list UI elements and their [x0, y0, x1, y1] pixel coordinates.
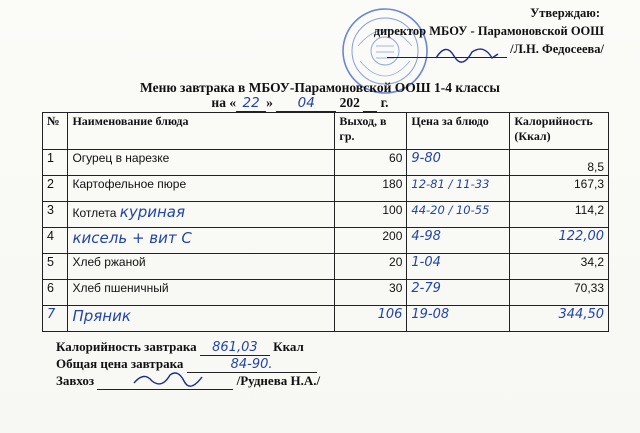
row-kcal: 34,2 — [510, 254, 609, 280]
row-num: 3 — [43, 202, 68, 228]
total-kcal-unit: Ккал — [273, 339, 304, 354]
header-price: Цена за блюдо — [407, 113, 510, 150]
row-kcal: 122,00 — [510, 228, 609, 254]
row-name-handwritten: Пряник — [68, 306, 335, 332]
total-kcal-label: Калорийность завтрака — [56, 339, 197, 354]
row-weight: 106 — [335, 306, 407, 332]
row-num: 4 — [43, 228, 68, 254]
row-name: Хлеб ржаной — [68, 254, 335, 280]
row-name: Картофельное пюре — [68, 176, 335, 202]
row-weight: 200 — [335, 228, 407, 254]
menu-title: Меню завтрака в МБОУ-Парамоновской ООШ 1-4 классы — [140, 80, 500, 95]
approval-position — [374, 24, 604, 39]
row-name-cell — [68, 202, 335, 228]
row-price: 2-79 — [407, 280, 510, 306]
table-row — [43, 202, 609, 228]
row-weight: 60 — [335, 150, 407, 176]
date-prefix: на « — [211, 95, 237, 110]
row-kcal: 70,33 — [510, 280, 609, 306]
year-blank — [363, 95, 377, 112]
table-row — [43, 280, 609, 306]
row-num: 6 — [43, 280, 68, 306]
row-weight: 100 — [335, 202, 407, 228]
row-price: 9-80 — [407, 150, 510, 176]
manager-signature — [128, 367, 208, 391]
row-num: 1 — [43, 150, 68, 176]
approval-position-text: директор МБОУ - Парамоновской ООШ — [373, 24, 604, 38]
row-kcal: 114,2 — [510, 202, 609, 228]
total-kcal-line — [56, 339, 304, 356]
table-row — [43, 306, 609, 332]
date-day: 22 — [236, 95, 266, 112]
row-name: Хлеб пшеничный — [68, 280, 335, 306]
row-weight: 30 — [335, 280, 407, 306]
total-kcal-value: 861,03 — [200, 340, 270, 356]
header-num: № — [43, 113, 68, 150]
table-header-row — [43, 113, 609, 150]
manager-name: /Руднева Н.А./ — [236, 373, 321, 388]
row-price: 1-04 — [407, 254, 510, 280]
row-kcal: 167,3 — [510, 176, 609, 202]
date-year: 202 — [339, 95, 360, 110]
row-weight: 180 — [335, 176, 407, 202]
header-name: Наименование блюда — [68, 113, 335, 150]
date-month: 04 — [276, 95, 336, 112]
row-price: 12-81 / 11-33 — [407, 176, 510, 202]
manager-label: Завхоз — [56, 373, 95, 388]
header-kcal: Калорийность (Ккал) — [510, 113, 609, 150]
row-weight: 20 — [335, 254, 407, 280]
row-num: 5 — [43, 254, 68, 280]
date-mid: » — [266, 95, 273, 110]
header-weight: Выход, в гр. — [335, 113, 407, 150]
row-name: Огурец в нарезке — [68, 150, 335, 176]
table-row — [43, 176, 609, 202]
director-signature — [432, 40, 502, 64]
row-price: 44-20 / 10-55 — [407, 202, 510, 228]
row-num: 7 — [43, 306, 68, 332]
row-num: 2 — [43, 176, 68, 202]
director-name: /Л.Н. Федосеева/ — [510, 42, 604, 56]
menu-table — [42, 112, 609, 332]
table-row — [43, 228, 609, 254]
row-price: 4-98 — [407, 228, 510, 254]
row-name-handwritten: куриная — [119, 203, 185, 221]
date-suffix: г. — [380, 95, 389, 110]
row-price: 19-08 — [407, 306, 510, 332]
total-price-label: Общая цена завтрака — [56, 356, 184, 371]
approval-heading: Утверждаю: — [530, 6, 600, 20]
row-name-handwritten: кисель + вит С — [68, 228, 335, 254]
table-row — [43, 150, 609, 176]
row-kcal: 8,5 — [510, 150, 609, 176]
table-row — [43, 254, 609, 280]
menu-date — [0, 95, 620, 112]
row-name: Котлета — [72, 206, 117, 220]
row-kcal: 344,50 — [510, 306, 609, 332]
total-price-value: 84-90. — [187, 357, 317, 373]
